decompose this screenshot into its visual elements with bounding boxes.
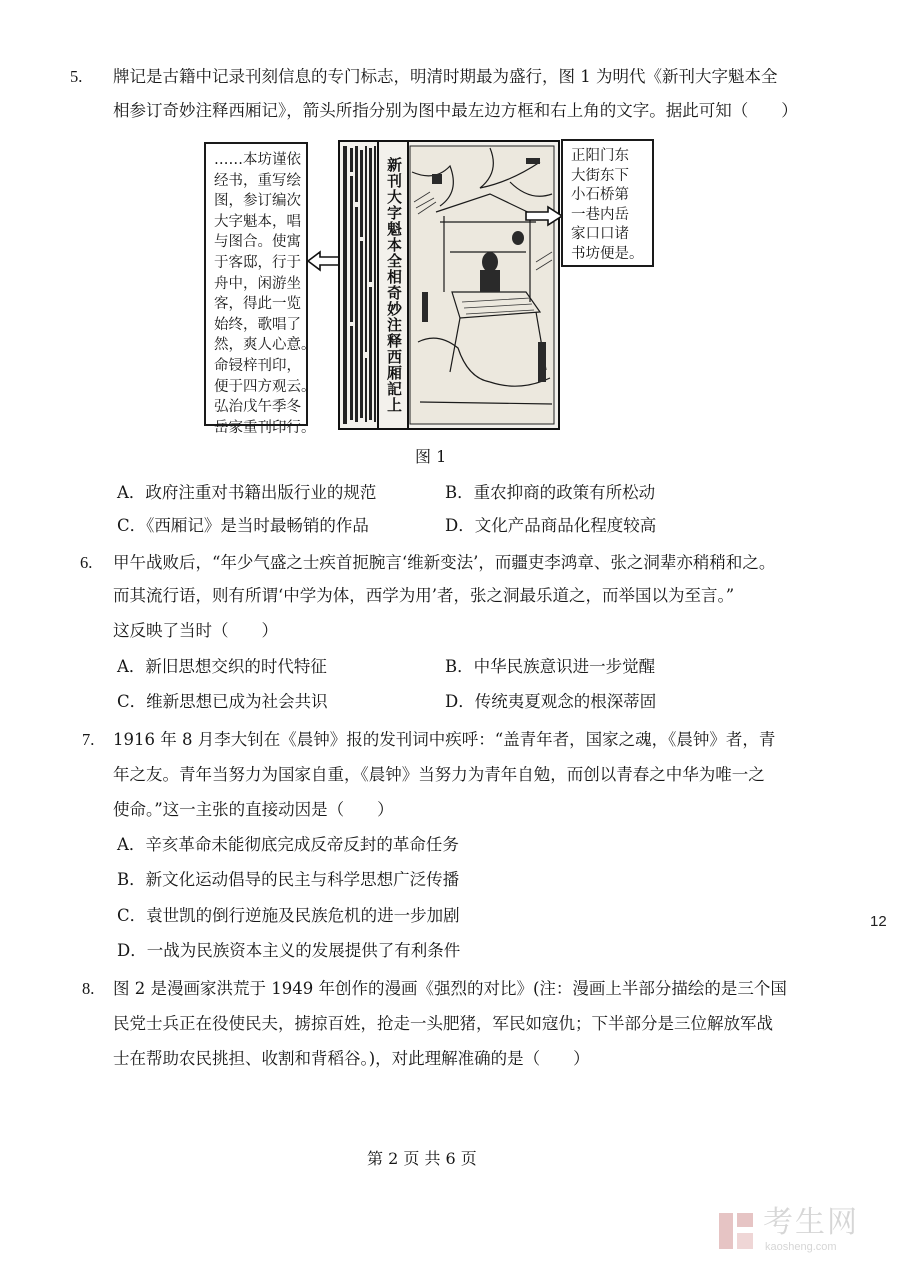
left-box-line: 命锓梓刊印， — [214, 357, 301, 374]
question-8-line-1: 图 2 是漫画家洪荒于 1949 年创作的漫画《强烈的对比》(注：漫画上半部分描绘的是三个国 — [113, 979, 787, 998]
question-7-line-3: 使命。”这一主张的直接动因是（ ） — [113, 800, 394, 819]
question-5-option-c[interactable]: C．《西厢记》是当时最畅销的作品 — [117, 516, 369, 535]
right-box-line: 家口口诸 — [571, 226, 629, 243]
left-box-line: 岳家重刊印行。 — [214, 419, 316, 436]
right-box-line: 一巷内岳 — [571, 206, 629, 223]
question-7-option-c[interactable]: C．袁世凯的倒行逆施及民族危机的进一步加剧 — [117, 906, 460, 925]
right-box-line: 正阳门东 — [571, 148, 629, 164]
question-6-line-2: 而其流行语，则有所谓‘中学为体，西学为用’者，张之洞最乐道之，而举国以为至言。” — [113, 586, 735, 605]
question-6-option-d[interactable]: D．传统夷夏观念的根深蒂固 — [445, 692, 657, 711]
question-5-option-d[interactable]: D．文化产品商品化程度较高 — [445, 516, 657, 535]
question-6-option-b[interactable]: B．中华民族意识进一步觉醒 — [445, 657, 656, 676]
question-6-option-c[interactable]: C．维新思想已成为社会共识 — [117, 692, 328, 711]
right-arrow-icon — [524, 205, 564, 227]
question-6-number: 6. — [80, 553, 93, 572]
question-6-option-a[interactable]: A．新旧思想交织的时代特征 — [117, 657, 327, 676]
left-box-line: 便于四方观云。 — [214, 378, 316, 395]
question-7-option-a[interactable]: A．辛亥革命未能彻底完成反帝反封的革命任务 — [117, 835, 459, 854]
watermark-cn: 考生网 — [763, 1206, 859, 1239]
left-box-line: 于客邸，行于 — [214, 254, 301, 271]
left-box-line: 弘治戊午季冬 — [214, 399, 301, 416]
question-8-line-2: 民党士兵正在役使民夫，掳掠百姓，抢走一头肥猪，军民如寇仇；下半部分是三位解放军战 — [113, 1014, 773, 1033]
question-7-option-d[interactable]: D．一战为民族资本主义的发展提供了有利条件 — [117, 941, 461, 960]
left-box-line: 始终，歌唱了 — [214, 316, 301, 333]
question-5-option-a[interactable]: A．政府注重对书籍出版行业的规范 — [117, 483, 377, 502]
question-6-line-1: 甲午战败后，“年少气盛之士疾首扼腕言‘维新变法’，而疆吏李鸿章、张之洞辈亦稍稍和之。 — [113, 553, 776, 572]
left-box-line: ……本坊谨依 — [214, 152, 301, 168]
question-5-number: 5. — [70, 67, 83, 86]
right-colophon-box — [561, 139, 654, 267]
left-arrow-icon — [306, 250, 342, 272]
watermark-logo-icon — [717, 1211, 757, 1251]
question-7-option-b[interactable]: B．新文化运动倡导的民主与科学思想广泛传播 — [117, 870, 460, 889]
left-box-line: 经书，重写绘 — [214, 172, 301, 189]
question-8-number: 8. — [82, 979, 95, 998]
figure-1-caption: 图 1 — [415, 447, 447, 466]
left-box-line: 然，爽人心意。 — [214, 337, 316, 354]
question-8-line-3: 士在帮助农民挑担、收割和背稻谷。)，对此理解准确的是（ ） — [113, 1049, 590, 1068]
question-7-number: 7. — [82, 730, 95, 749]
right-box-line: 大街东下 — [571, 167, 629, 184]
question-5-line-1: 牌记是古籍中记录刊刻信息的专门标志，明清时期最为盛行，图 1 为明代《新刊大字魁本全 — [113, 67, 778, 86]
left-colophon-box — [204, 142, 316, 436]
right-box-line: 书坊便是。 — [571, 245, 644, 262]
page-footer: 第 2 页 共 6 页 — [367, 1149, 477, 1168]
left-box-line: 舟中，闲游坐 — [214, 275, 301, 292]
print-title-vertical: 新刊大字魁本全相奇妙注释西厢記上 — [385, 157, 402, 413]
watermark — [715, 1205, 875, 1257]
left-box-line: 图，参订编次 — [214, 193, 301, 210]
left-box-line: 与图合。使寓 — [214, 234, 301, 251]
left-box-line: 大字魁本，唱 — [214, 213, 301, 230]
page-edge-mark: 12 — [870, 913, 887, 930]
watermark-en: kaosheng.com — [765, 1241, 837, 1253]
woodblock-illustration — [340, 142, 558, 428]
right-box-line: 小石桥第 — [571, 187, 629, 204]
woodblock-print-image — [338, 140, 560, 430]
question-7-line-1: 1916 年 8 月李大钊在《晨钟》报的发刊词中疾呼：“盖青年者，国家之魂，《晨钟》者，青 — [113, 730, 776, 749]
question-6-line-3: 这反映了当时（ ） — [113, 621, 278, 640]
question-5-line-2: 相参订奇妙注释西厢记》，箭头所指分别为图中最左边方框和右上角的文字。据此可知（ ） — [113, 101, 798, 120]
left-box-line: 客，得此一览 — [214, 296, 301, 313]
question-5-option-b[interactable]: B．重农抑商的政策有所松动 — [445, 483, 656, 502]
question-7-line-2: 年之友。青年当努力为国家自重，《晨钟》当努力为青年自勉，而创以青春之中华为唯一之 — [113, 765, 765, 784]
